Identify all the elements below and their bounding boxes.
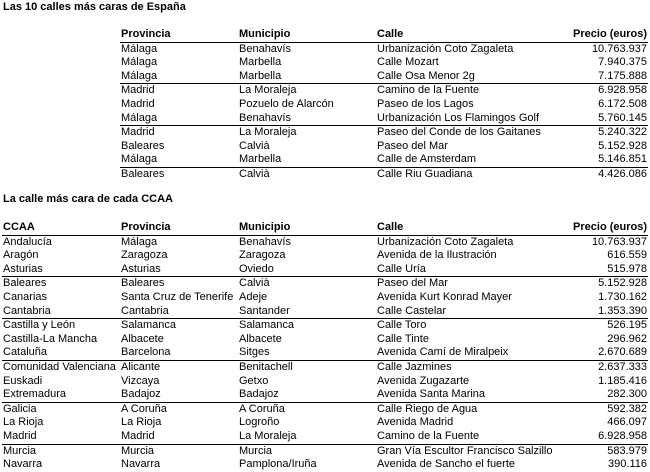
table-cell: Comunidad Valenciana xyxy=(3,360,116,373)
table-row xyxy=(2,291,648,305)
table-row xyxy=(2,388,648,402)
table-cell: Calle Tinte xyxy=(377,332,429,345)
table-cell: Extremadura xyxy=(2,388,120,402)
table-row xyxy=(2,416,648,430)
table-cell: Urbanización Los Flamingos Golf xyxy=(376,112,558,126)
table-cell: Calle Jazmines xyxy=(377,360,452,373)
price-cell: 592.382 xyxy=(607,402,647,415)
table-cell: Málaga xyxy=(120,112,238,126)
price-cell: 1.730.162 xyxy=(598,290,647,303)
table-cell: Benitachell xyxy=(239,360,293,373)
ccaa-streets-table xyxy=(2,221,648,472)
price-cell: 10.763.937 xyxy=(591,235,647,248)
table-row xyxy=(2,430,648,444)
header-provincia: Provincia xyxy=(120,221,238,235)
table-cell: Andalucía xyxy=(3,235,52,248)
table-cell: A Coruña xyxy=(239,402,285,415)
price-cell: 4.426.086 xyxy=(598,167,647,180)
table-cell: La Moraleja xyxy=(239,126,297,139)
table-cell: Marbella xyxy=(238,153,376,167)
table-row xyxy=(2,375,648,389)
price-cell: 10.763.937 xyxy=(591,42,647,55)
price-cell: 2.670.689 xyxy=(558,346,648,360)
table-cell: Avenida Kurt Konrad Mayer xyxy=(377,290,512,303)
table-cell: Paseo del Conde de los Gaitanes xyxy=(377,126,541,139)
table-cell: Adeje xyxy=(239,290,268,303)
table-cell: Calle Mozart xyxy=(377,56,439,69)
table-cell: Vizcaya xyxy=(121,374,160,387)
table-row xyxy=(120,84,648,98)
table-cell: Marbella xyxy=(239,56,282,69)
table-cell: La Rioja xyxy=(3,416,44,429)
price-cell: 282.300 xyxy=(558,388,648,402)
table-cell: Avenida de Sancho el fuerte xyxy=(377,458,516,471)
table-cell: Madrid xyxy=(120,430,238,444)
table-cell: Madrid xyxy=(121,97,155,110)
table-cell: Marbella xyxy=(238,70,376,84)
table-cell: Málaga xyxy=(121,42,158,55)
table-cell: Asturias xyxy=(120,263,238,277)
table-cell: Calvià xyxy=(239,139,270,152)
table-cell: Euskadi xyxy=(3,374,43,387)
header-municipio: Municipio xyxy=(238,28,376,42)
table-row xyxy=(2,444,648,458)
price-cell: 583.979 xyxy=(607,444,647,457)
table-row xyxy=(2,333,648,347)
table-row xyxy=(2,249,648,263)
price-cell: 1.185.416 xyxy=(598,374,647,387)
table-cell: Santa Cruz de Tenerife xyxy=(121,290,234,303)
table-cell: Calle Castelar xyxy=(376,305,558,319)
price-cell: 6.928.958 xyxy=(598,84,647,97)
table-cell: Calvià xyxy=(239,167,270,180)
table-cell: Badajoz xyxy=(238,388,376,402)
table-cell: Paseo del Mar xyxy=(377,139,448,152)
table-cell: Urbanización Coto Zagaleta xyxy=(377,42,514,55)
title-per-ccaa: La calle más cara de cada CCAA xyxy=(3,193,173,205)
table-cell: Albacete xyxy=(239,332,282,345)
table-row xyxy=(2,360,648,374)
price-cell: 6.928.958 xyxy=(558,430,648,444)
table-cell: Paseo de los Lagos xyxy=(377,97,474,110)
table-cell: Murcia xyxy=(121,444,155,457)
table-row xyxy=(120,112,648,126)
table-cell: Urbanización Coto Zagaleta xyxy=(377,235,514,248)
price-cell: 7.175.888 xyxy=(558,70,648,84)
table-cell: Baleares xyxy=(121,139,165,152)
price-cell: 5.152.928 xyxy=(598,139,647,152)
table-cell: Málaga xyxy=(120,153,238,167)
price-cell: 5.152.928 xyxy=(598,277,647,290)
table-row xyxy=(2,235,648,249)
price-cell: 466.097 xyxy=(607,416,647,429)
table-cell: Zaragoza xyxy=(239,249,286,262)
table-cell: Calvià xyxy=(239,277,270,290)
table-cell: Cantabria xyxy=(120,305,238,319)
top-streets-table xyxy=(120,28,648,182)
table-cell: Castilla-La Mancha xyxy=(3,332,98,345)
table-cell: Galicia xyxy=(3,402,37,415)
table-cell: Avenida de la Ilustración xyxy=(377,249,497,262)
price-cell: 1.353.390 xyxy=(558,305,648,319)
table-cell: Calle Toro xyxy=(377,319,427,332)
table-cell: Castilla y León xyxy=(3,319,76,332)
header-precio: Precio (euros) xyxy=(558,28,648,42)
table-cell: Baleares xyxy=(121,167,165,180)
table-header-row xyxy=(120,28,648,42)
table-cell: Alicante xyxy=(121,360,161,373)
table-cell: Baleares xyxy=(121,277,165,290)
table-cell: Pozuelo de Alarcón xyxy=(239,97,334,110)
price-cell: 2.637.333 xyxy=(598,360,647,373)
table-cell: Avenida Santa Marina xyxy=(376,388,558,402)
table-cell: La Moraleja xyxy=(238,430,376,444)
table-cell: Avenida Camí de Miralpeix xyxy=(376,346,558,360)
table-row xyxy=(120,70,648,84)
price-cell: 296.962 xyxy=(607,332,647,345)
header-municipio: Municipio xyxy=(238,221,376,235)
table-row xyxy=(2,305,648,319)
table-row xyxy=(120,56,648,70)
table-cell: Avenida Zugazarte xyxy=(377,374,470,387)
table-header-row xyxy=(2,221,648,235)
table-row xyxy=(2,277,648,291)
table-cell: A Coruña xyxy=(121,402,167,415)
table-cell: Murcia xyxy=(3,444,37,457)
table-cell: Madrid xyxy=(121,126,155,139)
table-cell: Paseo del Mar xyxy=(377,277,448,290)
table-cell: Benahavís xyxy=(239,42,291,55)
table-cell: Gran Vía Escultor Francisco Salzillo xyxy=(377,444,553,457)
table-cell: Pamplona/Iruña xyxy=(239,458,317,471)
title-top-10-streets: Las 10 calles más caras de España xyxy=(3,1,186,13)
table-cell: Málaga xyxy=(121,56,158,69)
table-cell: Madrid xyxy=(121,84,155,97)
header-precio: Precio (euros) xyxy=(558,221,648,235)
table-cell: Canarias xyxy=(3,290,48,303)
table-cell: Calle Osa Menor 2g xyxy=(376,70,558,84)
table-cell: Aragón xyxy=(3,249,39,262)
table-cell: Salamanca xyxy=(121,319,177,332)
table-cell: Oviedo xyxy=(238,263,376,277)
table-row xyxy=(120,126,648,140)
table-row xyxy=(120,167,648,181)
table-cell: Sitges xyxy=(238,346,376,360)
table-cell: Salamanca xyxy=(239,319,295,332)
price-cell: 7.940.375 xyxy=(598,56,647,69)
table-cell: Calle de Amsterdam xyxy=(376,153,558,167)
table-row xyxy=(2,346,648,360)
table-cell: Camino de la Fuente xyxy=(376,430,558,444)
table-row xyxy=(2,319,648,333)
header-provincia: Provincia xyxy=(120,28,238,42)
table-cell: Navarra xyxy=(121,458,161,471)
header-calle: Calle xyxy=(376,221,558,235)
table-cell: Murcia xyxy=(239,444,273,457)
table-cell: Santander xyxy=(238,305,376,319)
table-cell: Calle Uría xyxy=(376,263,558,277)
table-cell: Baleares xyxy=(3,277,47,290)
price-cell: 6.172.508 xyxy=(598,97,647,110)
table-cell: Navarra xyxy=(3,458,43,471)
table-row xyxy=(2,402,648,416)
table-cell: La Moraleja xyxy=(239,84,297,97)
price-cell: 5.760.145 xyxy=(558,112,648,126)
table-cell: Calle Riego de Agua xyxy=(377,402,478,415)
table-cell: Badajoz xyxy=(120,388,238,402)
price-cell: 5.240.322 xyxy=(598,126,647,139)
table-cell: La Rioja xyxy=(121,416,162,429)
table-cell: Cantabria xyxy=(2,305,120,319)
table-cell: Getxo xyxy=(239,374,269,387)
table-cell: Benahavís xyxy=(238,112,376,126)
table-row xyxy=(120,42,648,56)
table-cell: Benahavís xyxy=(239,235,291,248)
table-row xyxy=(2,263,648,277)
price-cell: 5.146.851 xyxy=(558,153,648,167)
table-cell: Málaga xyxy=(120,70,238,84)
price-cell: 515.978 xyxy=(558,263,648,277)
table-cell: Avenida Madrid xyxy=(377,416,454,429)
table-row xyxy=(120,140,648,154)
table-cell: Málaga xyxy=(121,235,158,248)
table-cell: Calle Riu Guadiana xyxy=(377,167,473,180)
header-calle: Calle xyxy=(376,28,558,42)
table-row xyxy=(120,153,648,167)
price-cell: 616.559 xyxy=(607,249,647,262)
table-cell: Albacete xyxy=(121,332,164,345)
price-cell: 526.195 xyxy=(607,319,647,332)
table-cell: Barcelona xyxy=(120,346,238,360)
header-ccaa: CCAA xyxy=(2,221,120,235)
table-cell: Zaragoza xyxy=(121,249,168,262)
table-cell: Madrid xyxy=(2,430,120,444)
table-cell: Logroño xyxy=(239,416,280,429)
table-cell: Asturias xyxy=(2,263,120,277)
table-cell: Cataluña xyxy=(2,346,120,360)
table-cell: Camino de la Fuente xyxy=(377,84,480,97)
price-cell: 390.116 xyxy=(608,458,647,471)
table-row xyxy=(120,98,648,112)
